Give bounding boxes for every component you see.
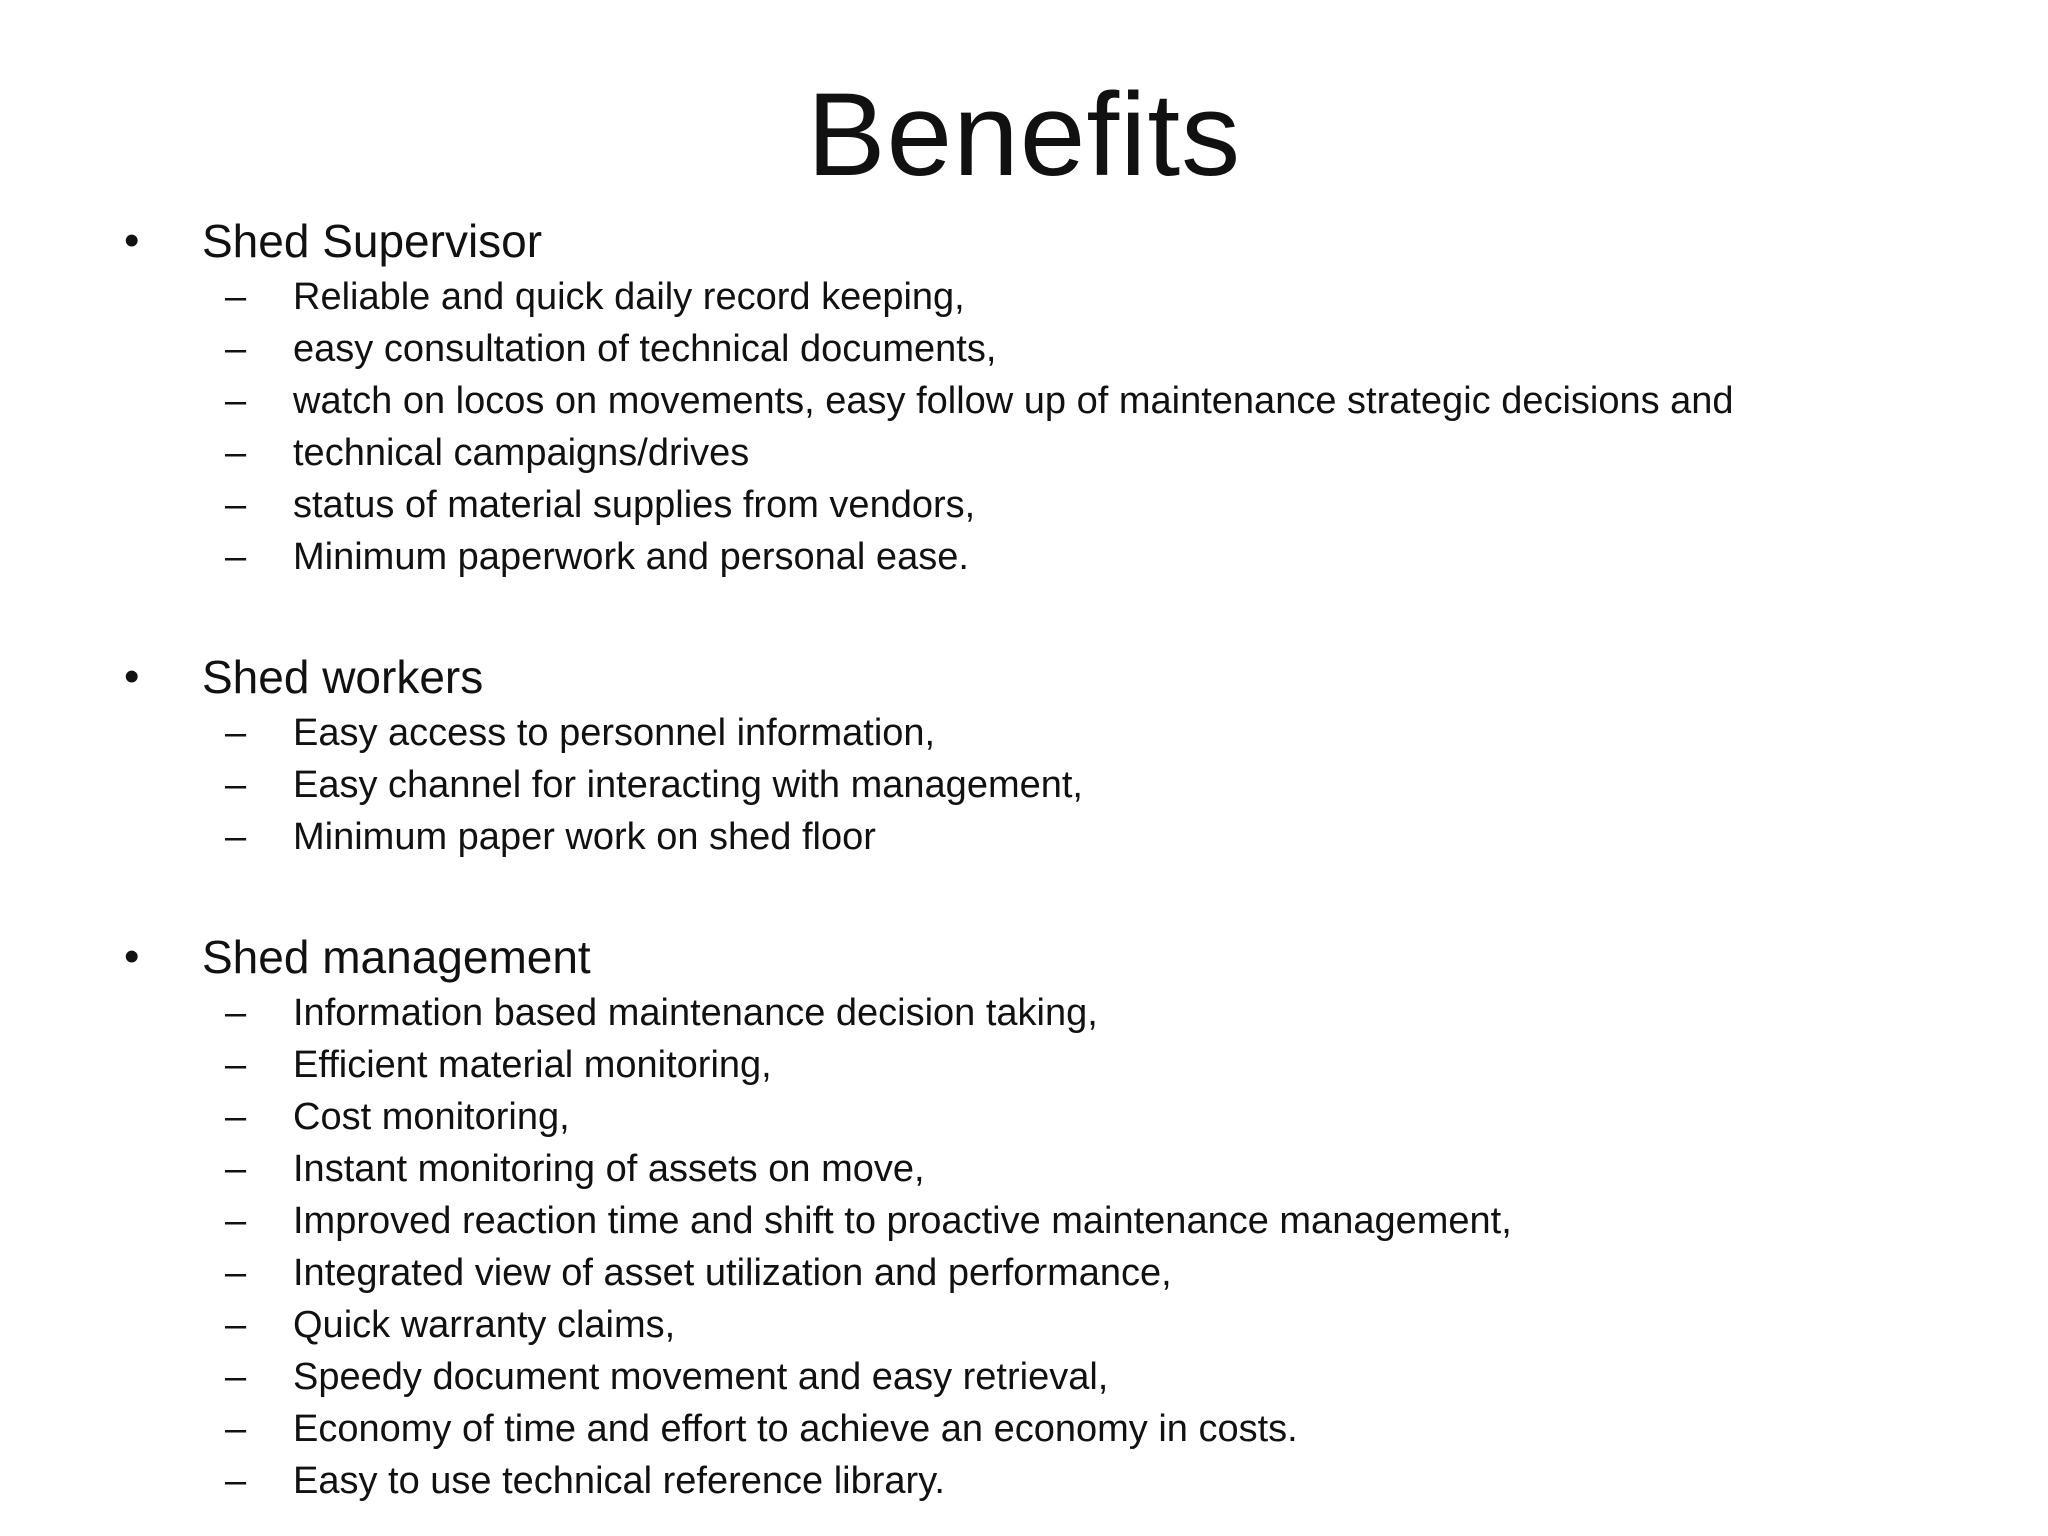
sub-list [0,271,2048,583]
list-item-text: Efficient material monitoring, [293,1044,772,1086]
dash-icon: – [225,484,247,526]
list-item [0,1195,2048,1247]
group-shed-management [0,927,2048,1507]
list-item-text: Reliable and quick daily record keeping, [293,276,965,318]
list-item-text: status of material supplies from vendors, [293,484,976,526]
dash-icon: – [225,276,247,318]
list-item-text: Cost monitoring, [293,1096,570,1138]
list-item [0,531,2048,583]
group-heading [0,211,2048,271]
list-item-text: Economy of time and effort to achieve an economy in costs. [293,1408,1298,1450]
list-item-text: Minimum paper work on shed floor [293,816,876,858]
dash-icon: – [225,992,247,1034]
list-item [0,1143,2048,1195]
list-item-text: Information based maintenance decision taking, [293,992,1098,1034]
bullet-icon: • [124,216,140,265]
slide-title: Benefits [806,69,1242,201]
dash-icon: – [225,1148,247,1190]
list-item-text: Easy to use technical reference library. [293,1460,945,1502]
group-label: Shed Supervisor [202,215,543,267]
list-item-text: Instant monitoring of assets on move, [293,1148,925,1190]
dash-icon: – [225,1408,247,1450]
group-label: Shed management [202,931,591,983]
list-item [0,707,2048,759]
list-item [0,1091,2048,1143]
list-item [0,759,2048,811]
dash-icon: – [225,1304,247,1346]
dash-icon: – [225,328,247,370]
dash-icon: – [225,1356,247,1398]
dash-icon: – [225,764,247,806]
list-item-text: Improved reaction time and shift to proactive maintenance management, [293,1200,1512,1242]
list-item-text: Easy channel for interacting with management, [293,764,1083,806]
list-item [0,811,2048,863]
list-item [0,427,2048,479]
bullet-icon: • [124,932,140,981]
list-item-text: Speedy document movement and easy retrieval, [293,1356,1109,1398]
dash-icon: – [225,432,247,474]
list-item [0,1455,2048,1507]
group-heading [0,647,2048,707]
list-item [0,1039,2048,1091]
list-item [0,375,2048,427]
bullet-icon: • [124,652,140,701]
dash-icon: – [225,1460,247,1502]
group-label: Shed workers [202,651,484,703]
list-item-text: Easy access to personnel information, [293,712,936,754]
dash-icon: – [225,712,247,754]
dash-icon: – [225,1200,247,1242]
dash-icon: – [225,536,247,578]
list-item-text: technical campaigns/drives [293,432,750,474]
list-item [0,1299,2048,1351]
list-item [0,1403,2048,1455]
dash-icon: – [225,1044,247,1086]
sub-list [0,987,2048,1507]
list-item [0,987,2048,1039]
dash-icon: – [225,1096,247,1138]
list-item [0,271,2048,323]
list-item [0,1247,2048,1299]
list-item-text: watch on locos on movements, easy follow up of maintenance strategic decisions and [293,380,1734,422]
list-item-text: Minimum paperwork and personal ease. [293,536,969,578]
list-item [0,479,2048,531]
list-item-text: Integrated view of asset utilization and performance, [293,1252,1172,1294]
dash-icon: – [225,816,247,858]
list-item-text: Quick warranty claims, [293,1304,676,1346]
list-item [0,1351,2048,1403]
list-item [0,323,2048,375]
group-shed-workers [0,647,2048,863]
dash-icon: – [225,1252,247,1294]
sub-list [0,707,2048,863]
list-item-text: easy consultation of technical documents, [293,328,997,370]
dash-icon: – [225,380,247,422]
group-heading [0,927,2048,987]
group-shed-supervisor [0,211,2048,583]
